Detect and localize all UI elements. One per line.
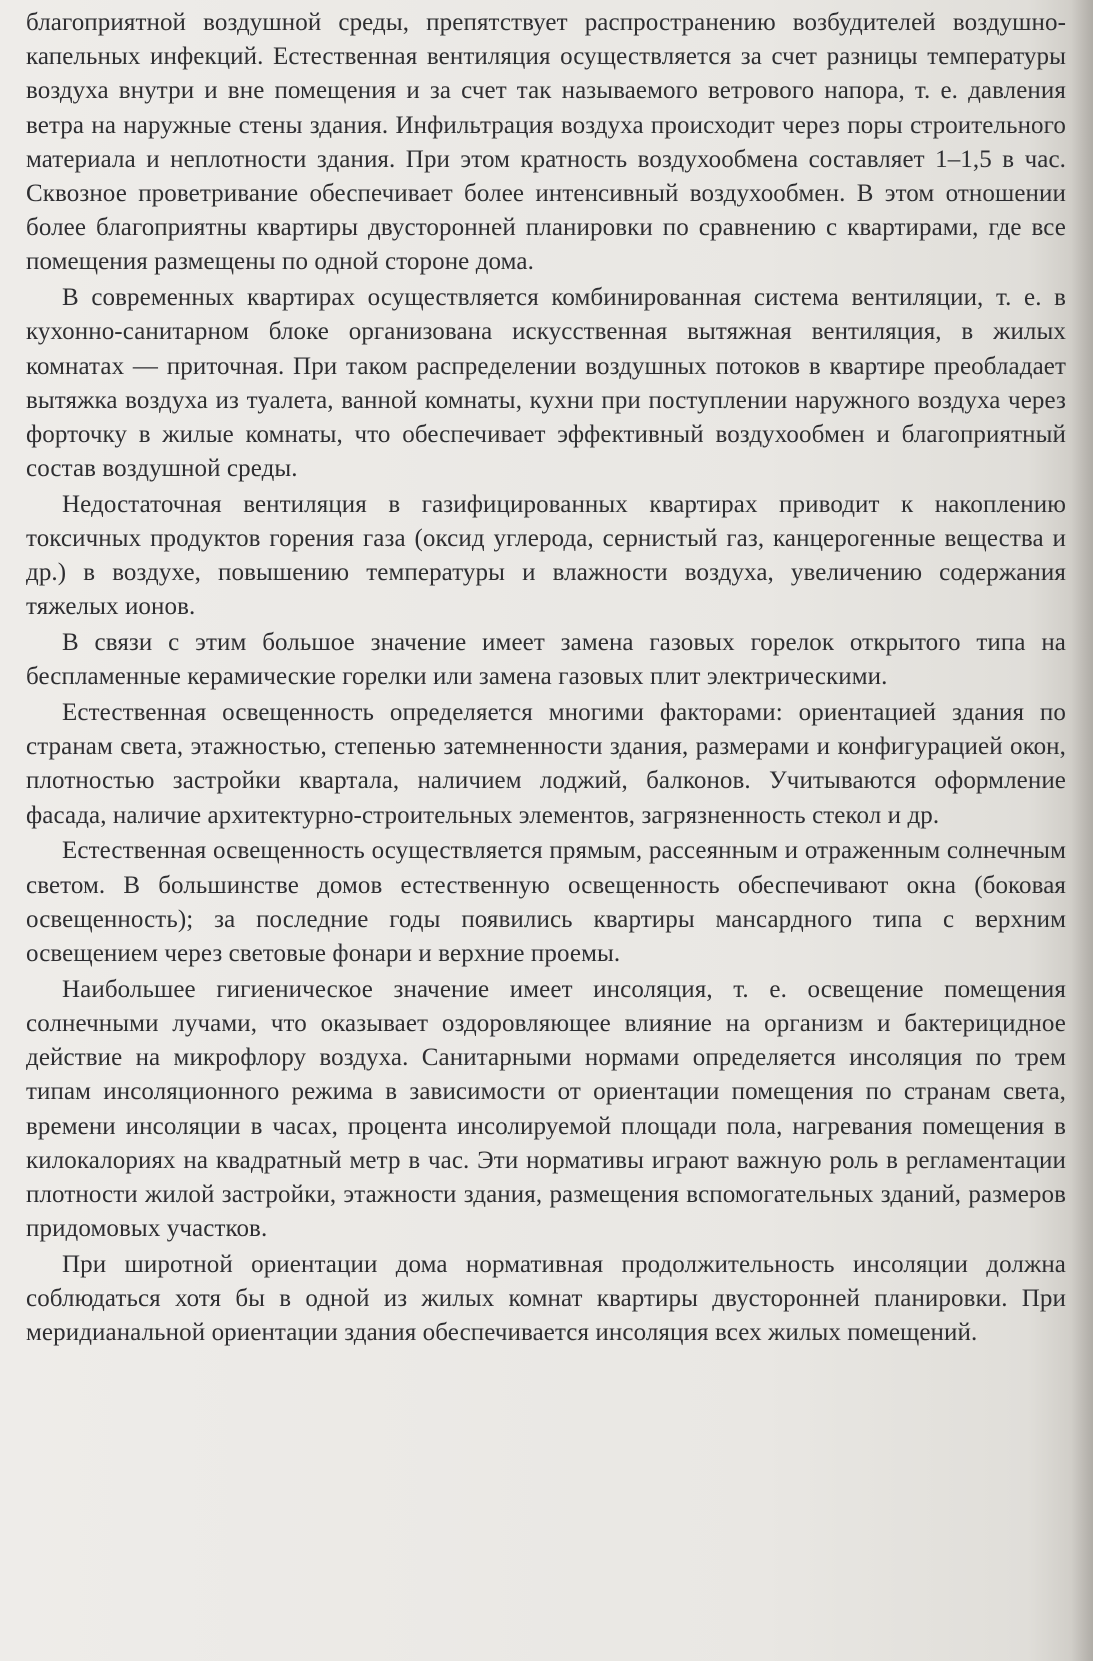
paragraph-natural-light-factors: Естественная освещенность определяется многими факторами: ориентацией здания по странам света, этажностью, степенью затемненности здания, размерами и конфигурацией окон, плотностью застройки квартала, наличием лоджий, балконов. Учитываются оформление фасада, наличие архитектурно-строительных элементов, загрязненность стекол и др. <box>26 699 1066 829</box>
paragraph-continued-ventilation: благоприятной воздушной среды, препятствует распространению возбудителей воздушно-капельных инфекций. Естественная вентиляция осуществляется за счет разницы температуры воздуха внутри и вне помещения и за счет так называемого ветрового напора, т. е. давления ветра на наружные стены здания. Инфильтрация воздуха происходит через поры строительного материала и неплотности здания. При этом кратность воздухообмена составляет 1–1,5 в час. Сквозное проветривание обеспечивает более интенсивный воздухообмен. В этом отношении более благоприятны квартиры двусторонней планировки по сравнению с квартирами, где все помещения размещены по одной стороне дома. <box>26 9 1066 276</box>
page-edge-shadow <box>1071 0 1093 1661</box>
paragraph-natural-light-sources: Естественная освещенность осуществляется прямым, рассеянным и отраженным солнечным светом. В большинстве домов естественную освещенность обеспечивают окна (боковая освещенность); за последние годы появились квартиры мансардного типа с верхним освещением через световые фонари и верхние проемы. <box>26 837 1066 967</box>
paragraph-combined-ventilation: В современных квартирах осуществляется комбинированная система вентиляции, т. е. в кухонно-санитарном блоке организована искусственная вытяжная вентиляция, в жилых комнатах — приточная. При таком распределении воздушных потоков в квартире преобладает вытяжка воздуха из туалета, ванной комнаты, кухни при поступлении наружного воздуха через форточку в жилые комнаты, что обеспечивает эффективный воздухообмен и благоприятный состав воздушной среды. <box>26 284 1066 483</box>
paragraph-insolation-norms: Наибольшее гигиеническое значение имеет инсоляция, т. е. освещение помещения солнечными лучами, что оказывает оздоровляющее влияние на организм и бактерицидное действие на микрофлору воздуха. Санитарными нормами определяется инсоляция по трем типам инсоляционного режима в зависимости от ориентации помещения по странам света, времени инсоляции в часах, процента инсолируемой площади пола, нагревания помещения в килокалориях на квадратный метр в час. Эти нормативы играют важную роль в регламентации плотности жилой застройки, этажности здания, размещения вспомогательных зданий, размеров придомовых участков. <box>26 975 1066 1243</box>
body-text <box>26 6 1066 1350</box>
paragraph-burner-replacement: В связи с этим большое значение имеет замена газовых горелок открытого типа на беспламенные керамические горелки или замена газовых плит электрическими. <box>26 629 1066 691</box>
paragraph-insolation-orientation: При широтной ориентации дома нормативная продолжительность инсоляции должна соблюдаться хотя бы в одной из жилых комнат квартиры двусторонней планировки. При меридианальной ориентации здания обеспечивается инсоляция всех жилых помещений. <box>26 1250 1066 1347</box>
paragraph-gas-apartments: Недостаточная вентиляция в газифицированных квартирах приводит к накоплению токсичных продуктов горения газа (оксид углерода, сернистый газ, канцерогенные вещества и др.) в воздухе, повышению температуры и влажности воздуха, увеличению содержания тяжелых ионов. <box>26 490 1066 621</box>
